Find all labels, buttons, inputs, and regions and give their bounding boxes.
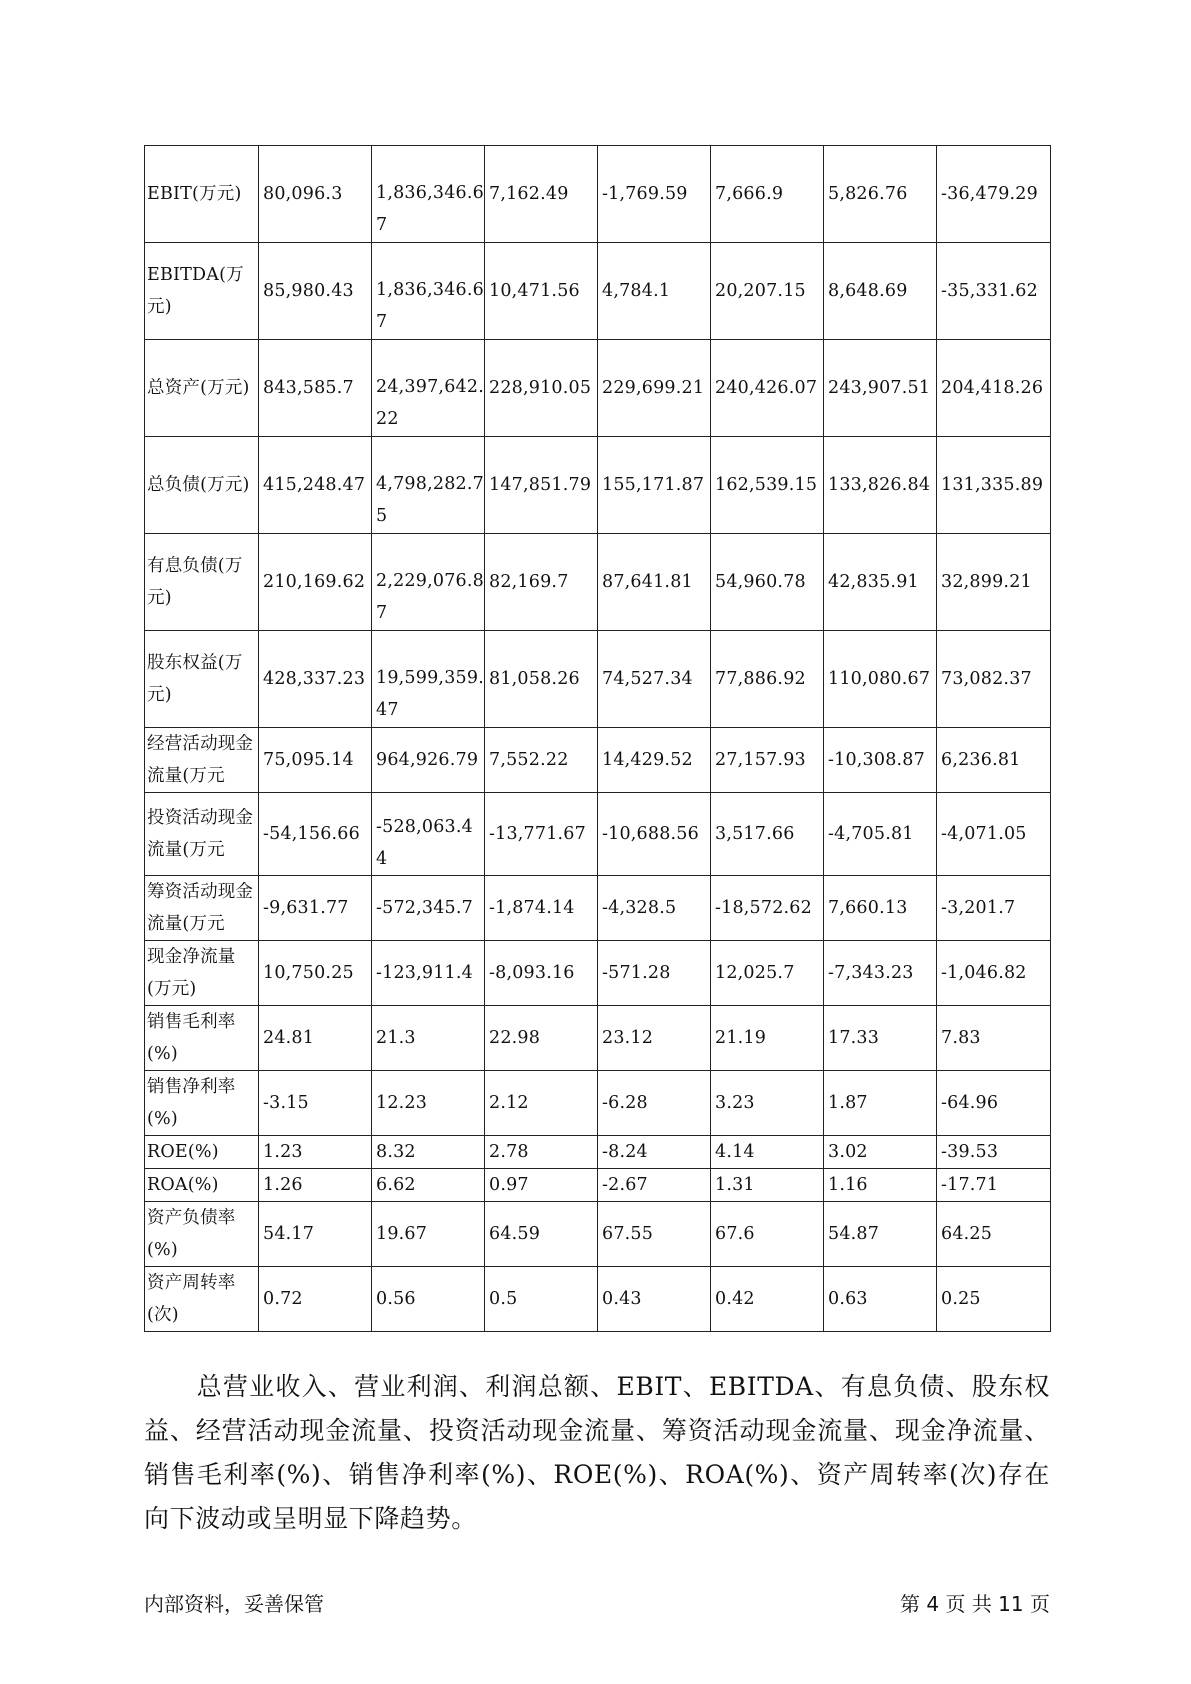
table-cell: 24,397,642.22 <box>372 340 485 437</box>
table-cell: -54,156.66 <box>259 793 372 876</box>
footer-confidential-note: 内部资料，妥善保管 <box>144 1592 324 1616</box>
table-cell: -4,071.05 <box>937 793 1051 876</box>
table-cell: -10,308.87 <box>824 728 937 793</box>
table-row <box>145 1071 1051 1136</box>
table-cell: -571.28 <box>598 941 711 1006</box>
table-cell: 0.97 <box>485 1169 598 1202</box>
table-cell: 1.23 <box>259 1136 372 1169</box>
table-cell: 12,025.7 <box>711 941 824 1006</box>
financial-indicators-table <box>144 145 1051 1332</box>
table-cell: 77,886.92 <box>711 631 824 728</box>
table-cell: 6,236.81 <box>937 728 1051 793</box>
row-label: 资产周转率(次) <box>145 1267 259 1332</box>
table-cell: 428,337.23 <box>259 631 372 728</box>
table-cell: -8.24 <box>598 1136 711 1169</box>
table-cell: 3.02 <box>824 1136 937 1169</box>
table-cell: 210,169.62 <box>259 534 372 631</box>
table-cell: 229,699.21 <box>598 340 711 437</box>
table-cell: -10,688.56 <box>598 793 711 876</box>
row-label: 筹资活动现金流量(万元 <box>145 876 259 941</box>
table-cell: 64.59 <box>485 1202 598 1267</box>
table-cell: 2,229,076.87 <box>372 534 485 631</box>
table-cell: -4,705.81 <box>824 793 937 876</box>
table-cell: -1,046.82 <box>937 941 1051 1006</box>
row-label: 投资活动现金流量(万元 <box>145 793 259 876</box>
table-cell: 10,471.56 <box>485 243 598 340</box>
table-cell: 131,335.89 <box>937 437 1051 534</box>
row-label: 有息负债(万元) <box>145 534 259 631</box>
table-row <box>145 437 1051 534</box>
table-cell: 67.6 <box>711 1202 824 1267</box>
table-cell: -2.67 <box>598 1169 711 1202</box>
table-cell: 0.63 <box>824 1267 937 1332</box>
table-cell: 204,418.26 <box>937 340 1051 437</box>
table-cell: 147,851.79 <box>485 437 598 534</box>
table-cell: 240,426.07 <box>711 340 824 437</box>
table-row <box>145 1006 1051 1071</box>
table-cell: 54.17 <box>259 1202 372 1267</box>
table-row <box>145 1202 1051 1267</box>
table-cell: 0.43 <box>598 1267 711 1332</box>
table-cell: 1.31 <box>711 1169 824 1202</box>
row-label: 资产负债率(%) <box>145 1202 259 1267</box>
table-cell: 243,907.51 <box>824 340 937 437</box>
table-cell: 67.55 <box>598 1202 711 1267</box>
row-label: 总资产(万元) <box>145 340 259 437</box>
table-cell: -36,479.29 <box>937 146 1051 243</box>
table-cell: -123,911.4 <box>372 941 485 1006</box>
table-cell: -9,631.77 <box>259 876 372 941</box>
table-cell: 32,899.21 <box>937 534 1051 631</box>
table-cell: -572,345.7 <box>372 876 485 941</box>
row-label: 销售毛利率(%) <box>145 1006 259 1071</box>
table-cell: -3,201.7 <box>937 876 1051 941</box>
table-cell: 21.3 <box>372 1006 485 1071</box>
table-cell: 1,836,346.67 <box>372 243 485 340</box>
table-cell: 110,080.67 <box>824 631 937 728</box>
table-row <box>145 631 1051 728</box>
table-cell: 1.26 <box>259 1169 372 1202</box>
table-row <box>145 793 1051 876</box>
table-cell: 19.67 <box>372 1202 485 1267</box>
table-cell: 1.87 <box>824 1071 937 1136</box>
table-cell: 10,750.25 <box>259 941 372 1006</box>
table-cell: 0.56 <box>372 1267 485 1332</box>
table-cell: 8,648.69 <box>824 243 937 340</box>
table-cell: 19,599,359.47 <box>372 631 485 728</box>
table-cell: -39.53 <box>937 1136 1051 1169</box>
table-cell: 228,910.05 <box>485 340 598 437</box>
table-row <box>145 1136 1051 1169</box>
table-cell: 843,585.7 <box>259 340 372 437</box>
table-cell: 75,095.14 <box>259 728 372 793</box>
table-cell: 4.14 <box>711 1136 824 1169</box>
table-cell: 23.12 <box>598 1006 711 1071</box>
table-cell: 6.62 <box>372 1169 485 1202</box>
table-cell: -7,343.23 <box>824 941 937 1006</box>
table-cell: 85,980.43 <box>259 243 372 340</box>
footer-page-number: 第 4 页 共 11 页 <box>900 1592 1050 1616</box>
row-label: 销售净利率(%) <box>145 1071 259 1136</box>
table-cell: -6.28 <box>598 1071 711 1136</box>
table-row <box>145 1267 1051 1332</box>
table-row <box>145 340 1051 437</box>
table-cell: 22.98 <box>485 1006 598 1071</box>
row-label: 现金净流量(万元) <box>145 941 259 1006</box>
table-cell: 74,527.34 <box>598 631 711 728</box>
row-label: EBITDA(万元) <box>145 243 259 340</box>
table-cell: 4,798,282.75 <box>372 437 485 534</box>
table-row <box>145 1169 1051 1202</box>
table-cell: 964,926.79 <box>372 728 485 793</box>
table-cell: 24.81 <box>259 1006 372 1071</box>
table-cell: 80,096.3 <box>259 146 372 243</box>
table-cell: 7.83 <box>937 1006 1051 1071</box>
table-cell: -1,874.14 <box>485 876 598 941</box>
row-label: 经营活动现金流量(万元 <box>145 728 259 793</box>
table-cell: 82,169.7 <box>485 534 598 631</box>
table-cell: 8.32 <box>372 1136 485 1169</box>
table-cell: 42,835.91 <box>824 534 937 631</box>
table-cell: 2.12 <box>485 1071 598 1136</box>
table-row <box>145 243 1051 340</box>
table-cell: -528,063.44 <box>372 793 485 876</box>
table-cell: 64.25 <box>937 1202 1051 1267</box>
table-cell: -35,331.62 <box>937 243 1051 340</box>
summary-text: 总营业收入、营业利润、利润总额、EBIT、EBITDA、有息负债、股东权益、经营活动现金流量、投资活动现金流量、筹资活动现金流量、现金净流量、销售毛利率(%)、销售净利率(%)、ROE(%)、ROA(%)、资产周转率(次)存在向下波动或呈明显下降趋势。 <box>144 1372 1050 1533</box>
table-cell: 1,836,346.67 <box>372 146 485 243</box>
table-cell: 3,517.66 <box>711 793 824 876</box>
table-cell: 54,960.78 <box>711 534 824 631</box>
table-cell: 7,552.22 <box>485 728 598 793</box>
table-cell: 0.5 <box>485 1267 598 1332</box>
table-cell: 54.87 <box>824 1202 937 1267</box>
table-cell: 73,082.37 <box>937 631 1051 728</box>
table-cell: 87,641.81 <box>598 534 711 631</box>
table-row <box>145 941 1051 1006</box>
table-cell: 4,784.1 <box>598 243 711 340</box>
table-cell: 12.23 <box>372 1071 485 1136</box>
table-row <box>145 876 1051 941</box>
summary-paragraph <box>144 1365 1050 1541</box>
table-cell: 5,826.76 <box>824 146 937 243</box>
table-cell: 2.78 <box>485 1136 598 1169</box>
row-label: EBIT(万元) <box>145 146 259 243</box>
table-cell: 155,171.87 <box>598 437 711 534</box>
table-cell: 0.42 <box>711 1267 824 1332</box>
table-row <box>145 728 1051 793</box>
table-cell: -8,093.16 <box>485 941 598 1006</box>
table-cell: 415,248.47 <box>259 437 372 534</box>
row-label: ROE(%) <box>145 1136 259 1169</box>
table-cell: 7,666.9 <box>711 146 824 243</box>
table-cell: -3.15 <box>259 1071 372 1136</box>
table-row <box>145 534 1051 631</box>
table-cell: 14,429.52 <box>598 728 711 793</box>
table-cell: 20,207.15 <box>711 243 824 340</box>
table-cell: 0.72 <box>259 1267 372 1332</box>
table-cell: 27,157.93 <box>711 728 824 793</box>
table-cell: -17.71 <box>937 1169 1051 1202</box>
table-cell: 7,660.13 <box>824 876 937 941</box>
table-cell: -64.96 <box>937 1071 1051 1136</box>
table-cell: -13,771.67 <box>485 793 598 876</box>
table-cell: -18,572.62 <box>711 876 824 941</box>
table-cell: 3.23 <box>711 1071 824 1136</box>
table-cell: -4,328.5 <box>598 876 711 941</box>
row-label: ROA(%) <box>145 1169 259 1202</box>
row-label: 股东权益(万元) <box>145 631 259 728</box>
table-cell: 1.16 <box>824 1169 937 1202</box>
row-label: 总负债(万元) <box>145 437 259 534</box>
table-cell: 81,058.26 <box>485 631 598 728</box>
table-cell: 133,826.84 <box>824 437 937 534</box>
table-cell: -1,769.59 <box>598 146 711 243</box>
table-cell: 21.19 <box>711 1006 824 1071</box>
table-row <box>145 146 1051 243</box>
table-cell: 162,539.15 <box>711 437 824 534</box>
table-cell: 17.33 <box>824 1006 937 1071</box>
table-cell: 0.25 <box>937 1267 1051 1332</box>
table-cell: 7,162.49 <box>485 146 598 243</box>
